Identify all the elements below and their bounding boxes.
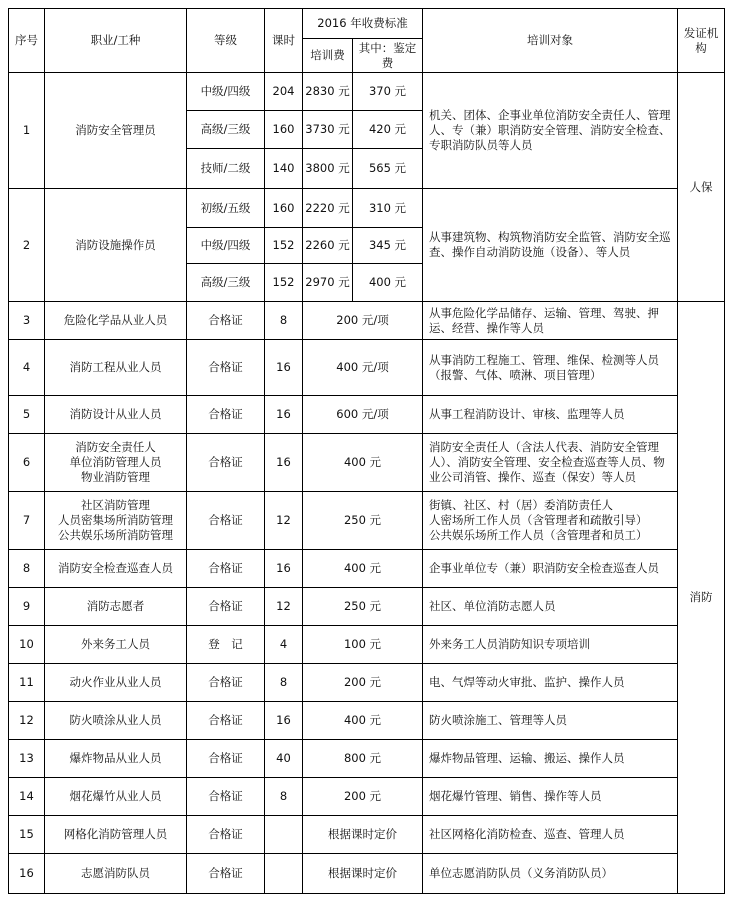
row-fee: 250 元: [303, 588, 423, 626]
row-assessment-fee: 565 元: [353, 149, 423, 189]
row-hours: 16: [265, 434, 303, 492]
row-level: 技师/二级: [187, 149, 265, 189]
cell-line: 企事业单位专（兼）职消防安全检查巡查人员: [429, 561, 659, 575]
cell-line: 从事工程消防设计、审核、监理等人员: [429, 407, 625, 421]
cell-line: 公共娱乐场所消防管理: [58, 528, 173, 542]
table-row: [9, 816, 725, 854]
row-assessment-fee: 345 元: [353, 228, 423, 264]
cell-line: （报警、气体、喷淋、项目管理）: [429, 367, 602, 382]
table-row: [9, 854, 725, 894]
table-row: [9, 340, 725, 396]
row-occupation: [45, 302, 187, 340]
table-row: [9, 73, 725, 111]
row-assessment-fee: 400 元: [353, 264, 423, 302]
row-level: 中级/四级: [187, 228, 265, 264]
row-target: [423, 434, 678, 492]
row-level: 合格证: [187, 396, 265, 434]
header-issuer: 发证机构: [678, 9, 725, 73]
row-training-fee: 2970 元: [303, 264, 353, 302]
row-fee: 根据课时定价: [303, 854, 423, 894]
row-hours: 152: [265, 228, 303, 264]
row-occupation: [45, 396, 187, 434]
row-level: 合格证: [187, 740, 265, 778]
row-index: 5: [9, 396, 45, 434]
row-fee: 250 元: [303, 492, 423, 550]
row-index: 11: [9, 664, 45, 702]
cell-line: 烟花爆竹从业人员: [69, 789, 162, 803]
cell-line: 爆炸物品从业人员: [69, 751, 162, 765]
header-level: 等级: [187, 9, 265, 73]
row-level: 合格证: [187, 588, 265, 626]
row-level: 中级/四级: [187, 73, 265, 111]
row-level: 高级/三级: [187, 111, 265, 149]
row-target: [423, 492, 678, 550]
row-index: 2: [9, 189, 45, 302]
cell-line: 消防安全责任人（含法人代表、消防安全管理人）、消防安全管理、安全检查巡查等人员、物业公司消管、操作、巡查（保安）等人员: [429, 440, 665, 484]
row-index: 15: [9, 816, 45, 854]
row-index: 10: [9, 626, 45, 664]
issuer-xiaofang: 消防: [678, 302, 725, 894]
row-target: [423, 588, 678, 626]
row-level: 合格证: [187, 492, 265, 550]
row-occupation: [45, 626, 187, 664]
row-hours: 16: [265, 550, 303, 588]
row-hours: [265, 854, 303, 894]
cell-line: 电、气焊等动火审批、监护、操作人员: [429, 675, 625, 689]
issuer-renbao: 人保: [678, 73, 725, 302]
cell-line: 爆炸物品管理、运输、搬运、操作人员: [429, 751, 625, 765]
row-hours: 16: [265, 396, 303, 434]
row-training-fee: 2220 元: [303, 189, 353, 228]
row-fee: 100 元: [303, 626, 423, 664]
row-target: 从事建筑物、构筑物消防安全监管、消防安全巡查、操作自动消防设施（设备）、等人员: [423, 189, 678, 302]
row-hours: 160: [265, 111, 303, 149]
row-level: 合格证: [187, 340, 265, 396]
cell-line: 志愿消防队员: [81, 866, 150, 880]
cell-line: 社区网格化消防检查、巡查、管理人员: [429, 827, 625, 841]
row-index: 4: [9, 340, 45, 396]
table-row: [9, 302, 725, 340]
row-training-fee: 2260 元: [303, 228, 353, 264]
row-target: [423, 816, 678, 854]
row-level: 合格证: [187, 702, 265, 740]
table-row: [9, 189, 725, 228]
cell-line: 防火喷涂施工、管理等人员: [429, 713, 567, 727]
table-row: [9, 702, 725, 740]
header-fee-standard: 2016 年收费标准: [303, 9, 423, 39]
row-hours: 8: [265, 302, 303, 340]
cell-line: 动火作业从业人员: [69, 675, 162, 689]
cell-line: 防火喷涂从业人员: [69, 713, 162, 727]
row-index: 12: [9, 702, 45, 740]
table-row: [9, 492, 725, 550]
row-level: 初级/五级: [187, 189, 265, 228]
row-target: [423, 626, 678, 664]
table-row: [9, 434, 725, 492]
cell-line: 从事危险化学品储存、运输、管理、驾驶、押运、经营、操作等人员: [429, 305, 659, 335]
row-occupation: [45, 492, 187, 550]
cell-line: 消防安全检查巡查人员: [58, 561, 173, 575]
row-fee: 400 元: [303, 550, 423, 588]
row-index: 13: [9, 740, 45, 778]
table-row: [9, 664, 725, 702]
cell-line: 人员密集场所消防管理: [58, 513, 173, 527]
row-level: 高级/三级: [187, 264, 265, 302]
table-row: [9, 588, 725, 626]
row-hours: 8: [265, 664, 303, 702]
header-hours: 课时: [265, 9, 303, 73]
row-index: 3: [9, 302, 45, 340]
row-occupation: [45, 588, 187, 626]
cell-line: 社区消防管理: [81, 498, 150, 512]
cell-line: 消防安全责任人: [75, 440, 156, 454]
table-row: [9, 550, 725, 588]
table-row: [9, 396, 725, 434]
row-assessment-fee: 310 元: [353, 189, 423, 228]
header-row: [9, 9, 725, 39]
row-index: 16: [9, 854, 45, 894]
cell-line: 单位消防管理人员: [69, 455, 162, 469]
row-occupation: [45, 340, 187, 396]
row-target: [423, 854, 678, 894]
row-fee: 400 元/项: [303, 340, 423, 396]
cell-line: 从事消防工程施工、管理、维保、检测等人员: [429, 352, 659, 367]
row-hours: 140: [265, 149, 303, 189]
row-occupation: [45, 550, 187, 588]
row-occupation: [45, 664, 187, 702]
row-fee: 200 元/项: [303, 302, 423, 340]
row-level: 合格证: [187, 854, 265, 894]
row-hours: 40: [265, 740, 303, 778]
row-occupation: [45, 854, 187, 894]
row-level: 登 记: [187, 626, 265, 664]
fee-standard-table: [8, 8, 725, 894]
cell-line: 危险化学品从业人员: [63, 313, 168, 327]
row-hours: 8: [265, 778, 303, 816]
cell-line: 街镇、社区、村（居）委消防责任人: [429, 498, 613, 512]
row-target: [423, 550, 678, 588]
row-hours: [265, 816, 303, 854]
row-index: 6: [9, 434, 45, 492]
row-training-fee: 3800 元: [303, 149, 353, 189]
row-level: 合格证: [187, 778, 265, 816]
row-target: 机关、团体、企事业单位消防安全责任人、管理人、专（兼）职消防安全管理、消防安全检查、专职消防队员等人员: [423, 73, 678, 189]
row-occupation: [45, 702, 187, 740]
cell-line: 物业消防管理: [81, 470, 150, 484]
row-assessment-fee: 420 元: [353, 111, 423, 149]
cell-line: 外来务工人员消防知识专项培训: [429, 637, 590, 651]
row-target: [423, 340, 678, 396]
row-target: [423, 396, 678, 434]
row-hours: 4: [265, 626, 303, 664]
row-hours: 204: [265, 73, 303, 111]
row-target: [423, 302, 678, 340]
cell-line: 单位志愿消防队员（义务消防队员）: [429, 866, 613, 880]
row-training-fee: 3730 元: [303, 111, 353, 149]
row-fee: 根据课时定价: [303, 816, 423, 854]
row-occupation: [45, 778, 187, 816]
cell-line: 烟花爆竹管理、销售、操作等人员: [429, 789, 602, 803]
row-index: 7: [9, 492, 45, 550]
row-hours: 160: [265, 189, 303, 228]
table-row: [9, 740, 725, 778]
cell-line: 外来务工人员: [81, 637, 150, 651]
row-fee: 400 元: [303, 702, 423, 740]
row-training-fee: 2830 元: [303, 73, 353, 111]
row-fee: 600 元/项: [303, 396, 423, 434]
row-fee: 200 元: [303, 664, 423, 702]
row-occupation: [45, 740, 187, 778]
header-occupation: 职业/工种: [45, 9, 187, 73]
row-level: 合格证: [187, 664, 265, 702]
cell-line: 网格化消防管理人员: [63, 827, 168, 841]
cell-line: 消防设计从业人员: [69, 407, 162, 421]
row-assessment-fee: 370 元: [353, 73, 423, 111]
row-level: 合格证: [187, 550, 265, 588]
row-hours: 152: [265, 264, 303, 302]
row-level: 合格证: [187, 816, 265, 854]
table-row: [9, 626, 725, 664]
row-index: 9: [9, 588, 45, 626]
table-row: [9, 778, 725, 816]
row-target: [423, 778, 678, 816]
cell-line: 消防志愿者: [86, 599, 145, 613]
row-level: 合格证: [187, 302, 265, 340]
row-occupation: 消防安全管理员: [45, 73, 187, 189]
row-fee: 400 元: [303, 434, 423, 492]
header-target: 培训对象: [423, 9, 678, 73]
row-hours: 12: [265, 492, 303, 550]
row-occupation: [45, 816, 187, 854]
row-index: 1: [9, 73, 45, 189]
row-fee: 200 元: [303, 778, 423, 816]
row-level: 合格证: [187, 434, 265, 492]
header-assessment-fee: 其中：鉴定费: [353, 39, 423, 73]
row-occupation: [45, 434, 187, 492]
row-occupation: 消防设施操作员: [45, 189, 187, 302]
header-training-fee: 培训费: [303, 39, 353, 73]
row-target: [423, 740, 678, 778]
row-hours: 16: [265, 702, 303, 740]
cell-line: 人密场所工作人员（含管理者和疏散引导）: [429, 513, 648, 527]
cell-line: 消防工程从业人员: [69, 360, 162, 374]
row-fee: 800 元: [303, 740, 423, 778]
cell-line: 社区、单位消防志愿人员: [429, 599, 556, 613]
row-hours: 12: [265, 588, 303, 626]
row-target: [423, 702, 678, 740]
row-index: 14: [9, 778, 45, 816]
row-target: [423, 664, 678, 702]
header-index: 序号: [9, 9, 45, 73]
cell-line: 公共娱乐场所工作人员（含管理者和员工）: [429, 528, 648, 542]
row-index: 8: [9, 550, 45, 588]
row-hours: 16: [265, 340, 303, 396]
